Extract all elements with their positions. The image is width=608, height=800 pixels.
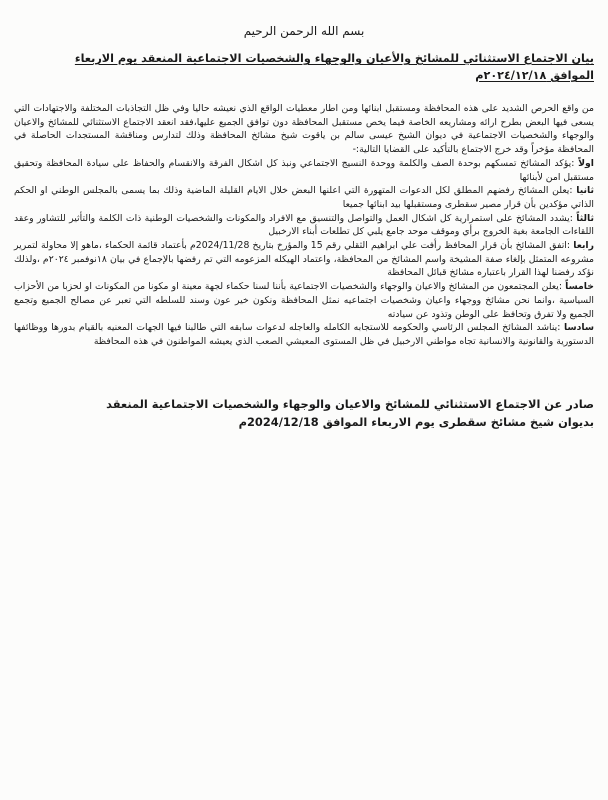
item-3 <box>14 212 594 239</box>
issuer-line-1: صادر عن الاجتماع الاستثنائي للمشائخ والاعيان والوجهاء والشخصيات الاجتماعية المنعقد <box>106 396 594 411</box>
item-4-text: :اتفق المشائخ بأن قرار المحافظ رأفت علي ابراهيم الثقلي رقم 15 والمؤرخ بتاريخ 2024/11/28م بأعتماد قائمة الحكماء ،ماهو إلا محاولة لتمرير مشروعه المتمثل بإلغاء صفة المشيخة واسم المشائخ من المحافظة، واعتماد الهيكله المزعومه التي تم رفضها بالإجماع في بيان ١٨نوفمبر ٢٠٢٤م ،ولذلك نؤكد رفضنا لهذا القرار باعتباره مشائخ قبائل المحافظة <box>14 240 594 279</box>
intro-paragraph: من واقع الحرص الشديد على هذه المحافظة ومستقبل ابنائها ومن اطار معطيات الواقع الذي نعيشه حاليا وفي ظل التجاذبات المختلفة والاجتهادات التي يسعى فيها البعض بطرح ارائه ومشاريعه الخاصة فيما يخص مستقبل المحافظة دون توافق الجميع عليها،فقد انعقد الاجتماع الاستثنائي للمشائخ والاعيان والوجهاء والشخصيات الاجتماعية في ديوان الشيخ عيسى سالم بن ياقوت شيخ مشائخ المحافظة وذلك لتدارس ومناقشة المستجدات الحاصلة في المحافظة مؤخراً وقد خرج الاجتماع بالتأكيد على القضايا التالية:- <box>14 103 594 156</box>
item-3-label: ثالثاً <box>576 212 594 224</box>
issuer-line-2: بديوان شيخ مشائخ سقطرى يوم الاربعاء الموافق 2024/12/18م <box>238 414 594 429</box>
title-line-1: بيان الاجتماع الاستثنائي للمشائخ والأعيان والوجهاء والشخصيات الاجتماعية المنعقد يوم الاربعاء <box>74 52 594 65</box>
item-5 <box>14 280 594 321</box>
item-2-text: :يعلن المشائخ رفضهم المطلق لكل الدعوات المتهورة التي اعلنها البعض خلال الايام القليلة الماضية وذلك بما يسمى بالمجلس الوطني او الحكم الذاتي مؤكدين بأن قرار مصير سقطرى ومستقبلها بيد ابنائها جميعا <box>14 185 594 210</box>
item-1 <box>14 157 594 184</box>
basmala-heading: بسم الله الرحمن الرحيم <box>243 24 365 38</box>
statement-document <box>14 22 594 431</box>
issuer-statement <box>14 395 594 431</box>
document-body <box>14 102 594 349</box>
item-4-label: رابعا <box>573 240 594 252</box>
item-3-text: :يشدد المشائخ على استمرارية كل اشكال العمل والتواصل والتنسيق مع الافراد والمكونات والشخصيات الوطنية ذات الكلمة والتأثير للتشاور وعقد اللقاءات الجامعة بغية الخروج برأي وموقف موحد جامع يلبي كل تطلعات أبناء الارخبيل <box>14 212 594 238</box>
item-5-text: :يعلن المجتمعون من المشائخ والاعيان والوجهاء والشخصيات الاجتماعية بأننا لسنا حكماء لجهة معينة او مكونا من المكونات او لحزبا من الأحزاب السياسية ،وانما نحن مشائخ ووجهاء واعيان وشخصيات اجتماعيه نمثل المحافظة ونكون خير عون وسند للسلطه التي تعبر عن مصالح الجميع وتجمع الجميع ولا تفرق وتحافظ على الوطن وتذود عن سيادته <box>14 281 594 320</box>
item-6-text: :يناشد المشائخ المجلس الرئاسي والحكومه للاستجابه الكامله والعاجله لدعوات سابقه التي طالبنا فيها الجهات المعنيه بالقيام بدورها ووظائفها الدستورية والقانونية والانسانية تجاه مواطني الارخبيل في ظل المستوى المعيشي الصعب الذي يعيشه المواطنون في هذه المحافظة <box>14 322 594 347</box>
item-2-label: ثانيا <box>576 185 594 197</box>
item-1-label: اولاً <box>578 157 594 169</box>
title-line-2: الموافق ٢٠٢٤/١٢/١٨م <box>475 69 594 82</box>
item-6 <box>14 321 594 348</box>
item-2 <box>14 184 594 211</box>
item-1-text: :يؤكد المشائخ تمسكهم بوحدة الصف والكلمة ووحدة النسيج الاجتماعي ونبذ كل اشكال الفرقة والانقسام والحفاظ على سيادة المحافظة وتحقيق مستقبل امن لأبنائها <box>14 157 594 183</box>
item-6-label: سادسا <box>563 322 594 334</box>
item-5-label: خامساً <box>565 281 594 293</box>
document-title <box>14 50 594 84</box>
item-4 <box>14 239 594 280</box>
